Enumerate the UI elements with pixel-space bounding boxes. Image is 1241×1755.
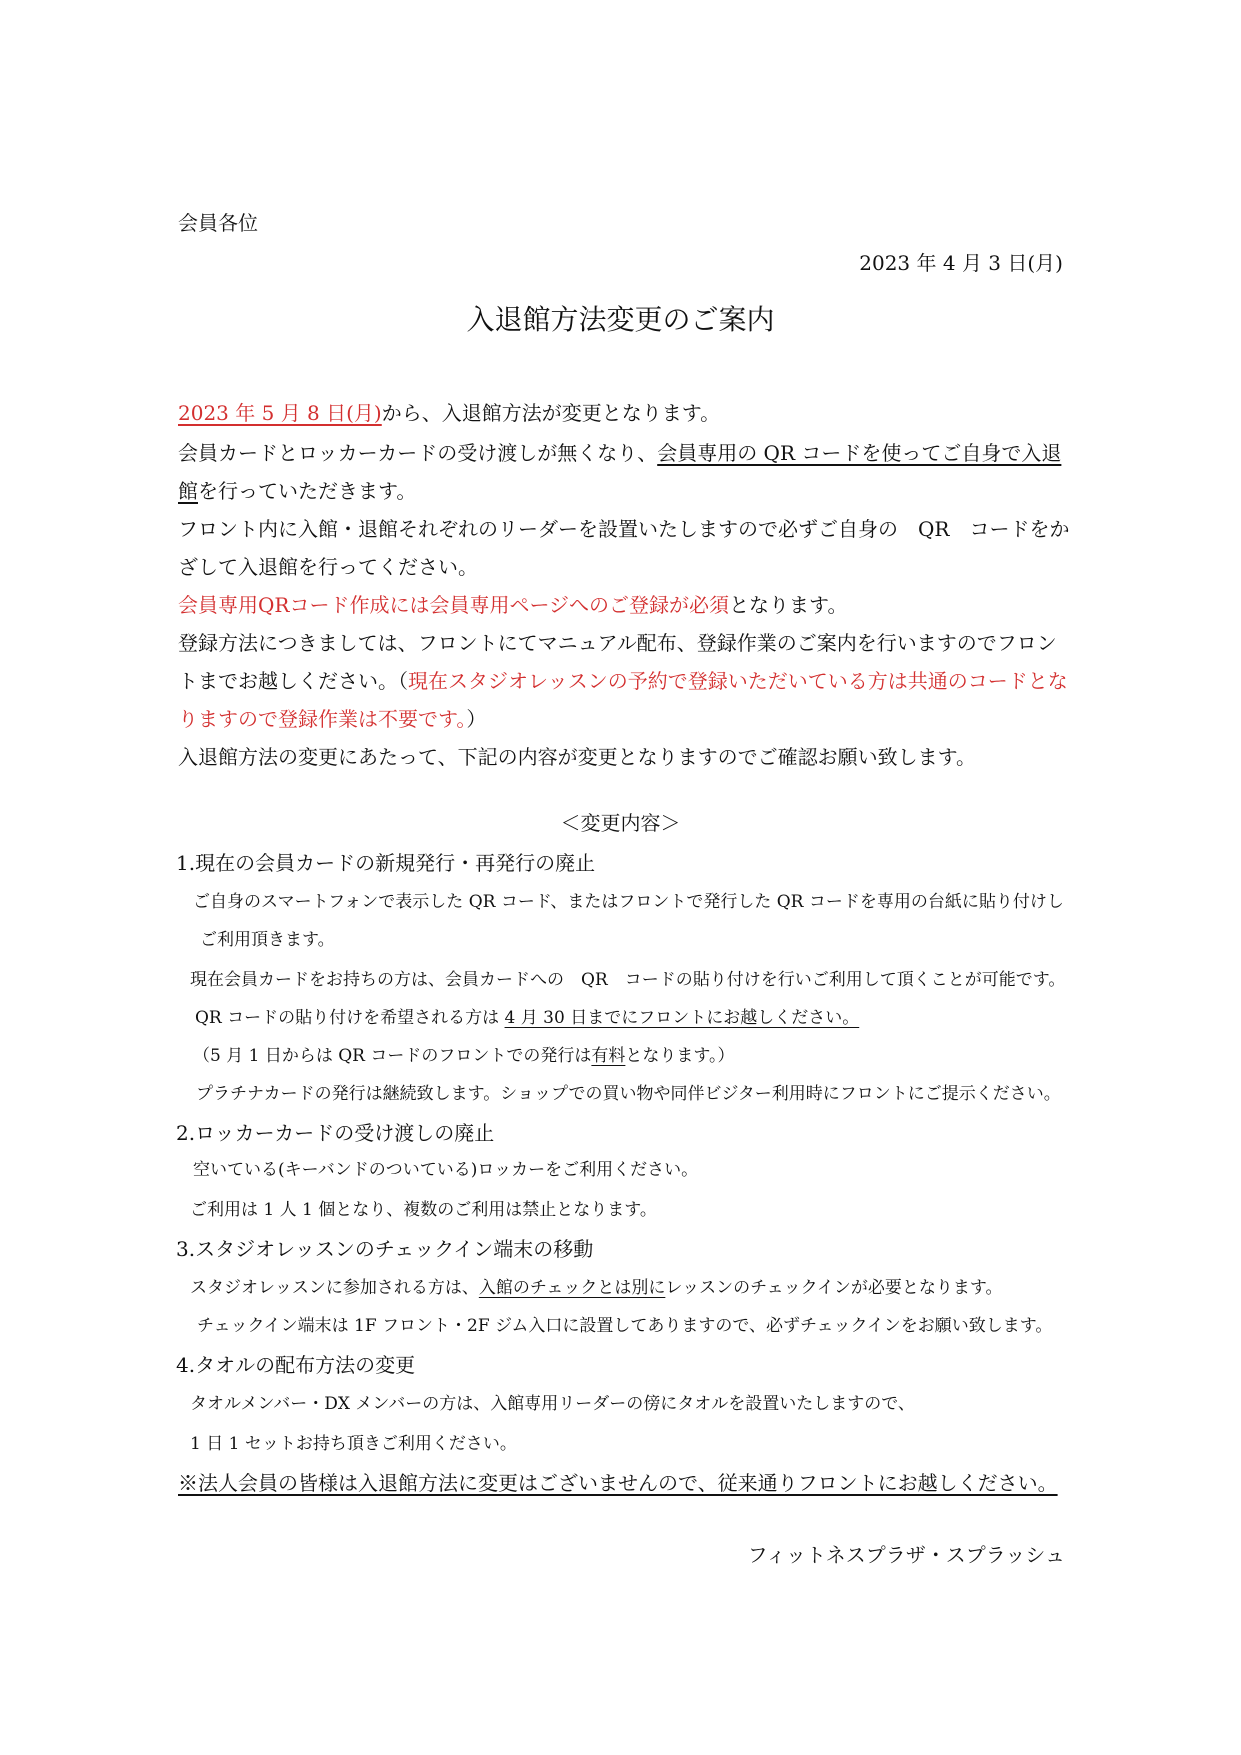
body-line-1: 2023 年 5 月 8 日(月)から、入退館方法が変更となります。	[178, 401, 721, 425]
issue-date: 2023 年 4 月 3 日(月)	[859, 251, 1063, 275]
section-1-line-f: プラチナカードの発行は継続致します。ショップでの買い物や同伴ビジター利用時にフロントにご提示ください。	[196, 1084, 1061, 1104]
body-line-4: フロント内に入館・退館それぞれのリーダーを設置いたしますので必ずご自身の QR コードをか	[178, 517, 1070, 541]
section-4-line-b: 1 日 1 セットお持ち頂きご利用ください。	[190, 1434, 517, 1454]
body-line-5: ざして入退館を行ってください。	[178, 555, 478, 579]
section-3-heading: 3.スタジオレッスンのチェックイン端末の移動	[176, 1237, 594, 1261]
body-line-10: 入退館方法の変更にあたって、下記の内容が変更となりますのでご確認お願い致します。	[178, 745, 976, 769]
section-1-line-c: 現在会員カードをお持ちの方は、会員カードへの QR コードの貼り付けを行いご利用して頂くことが可能です。	[190, 970, 1066, 990]
body-line-8: トまでお越しください。（現在スタジオレッスンの予約で登録いただいている方は共通のコードとな	[178, 669, 1068, 693]
body-line-3: 館を行っていただきます。	[178, 479, 417, 503]
section-1-line-b: ご利用頂きます。	[200, 930, 335, 950]
body-line-9: りますので登録作業は不要です。）	[178, 707, 487, 731]
effective-date: 2023 年 5 月 8 日(月)	[178, 401, 382, 425]
section-2-line-b: ご利用は 1 人 1 個となり、複数のご利用は禁止となります。	[190, 1200, 657, 1220]
section-2-heading: 2.ロッカーカードの受け渡しの廃止	[176, 1121, 495, 1145]
section-1-line-d: QR コードの貼り付けを希望される方は 4 月 30 日までにフロントにお越しください。	[195, 1008, 860, 1028]
body-line-6: 会員専用QRコード作成には会員専用ページへのご登録が必須となります。	[178, 593, 848, 617]
body-line-2: 会員カードとロッカーカードの受け渡しが無くなり、会員専用の QR コードを使ってご自身で入退	[178, 441, 1062, 465]
signature: フィットネスプラザ・スプラッシュ	[747, 1543, 1065, 1567]
registration-required-text: 会員専用QRコード作成には会員専用ページへのご登録が必須	[178, 593, 730, 617]
section-1-line-a: ご自身のスマートフォンで表示した QR コード、またはフロントで発行した QR コードを専用の台紙に貼り付けし	[193, 892, 1064, 912]
section-4-heading: 4.タオルの配布方法の変更	[176, 1353, 416, 1377]
salutation: 会員各位	[178, 211, 258, 235]
section-3-line-b: チェックイン端末は 1F フロント・2F ジム入口に設置してありますので、必ずチェックインをお願い致します。	[197, 1316, 1053, 1336]
page-title: 入退館方法変更のご案内	[466, 303, 775, 336]
section-1-heading: 1.現在の会員カードの新規発行・再発行の廃止	[176, 851, 596, 875]
section-4-line-a: タオルメンバー・DX メンバーの方は、入館専用リーダーの傍にタオルを設置いたしますので、	[190, 1394, 915, 1414]
changes-heading: ＜変更内容＞	[560, 811, 681, 835]
section-2-line-a: 空いている(キーバンドのついている)ロッカーをご利用ください。	[193, 1160, 699, 1180]
section-1-line-e: （5 月 1 日からは QR コードのフロントでの発行は有料となります。）	[193, 1046, 735, 1066]
section-3-line-a: スタジオレッスンに参加される方は、入館のチェックとは別にレッスンのチェックインが必要となります。	[190, 1278, 1003, 1298]
corporate-member-notice: ※法人会員の皆様は入退館方法に変更はございませんので、従来通りフロントにお越しください。	[178, 1471, 1058, 1495]
body-line-7: 登録方法につきましては、フロントにてマニュアル配布、登録作業のご案内を行いますのでフロン	[178, 631, 1057, 655]
